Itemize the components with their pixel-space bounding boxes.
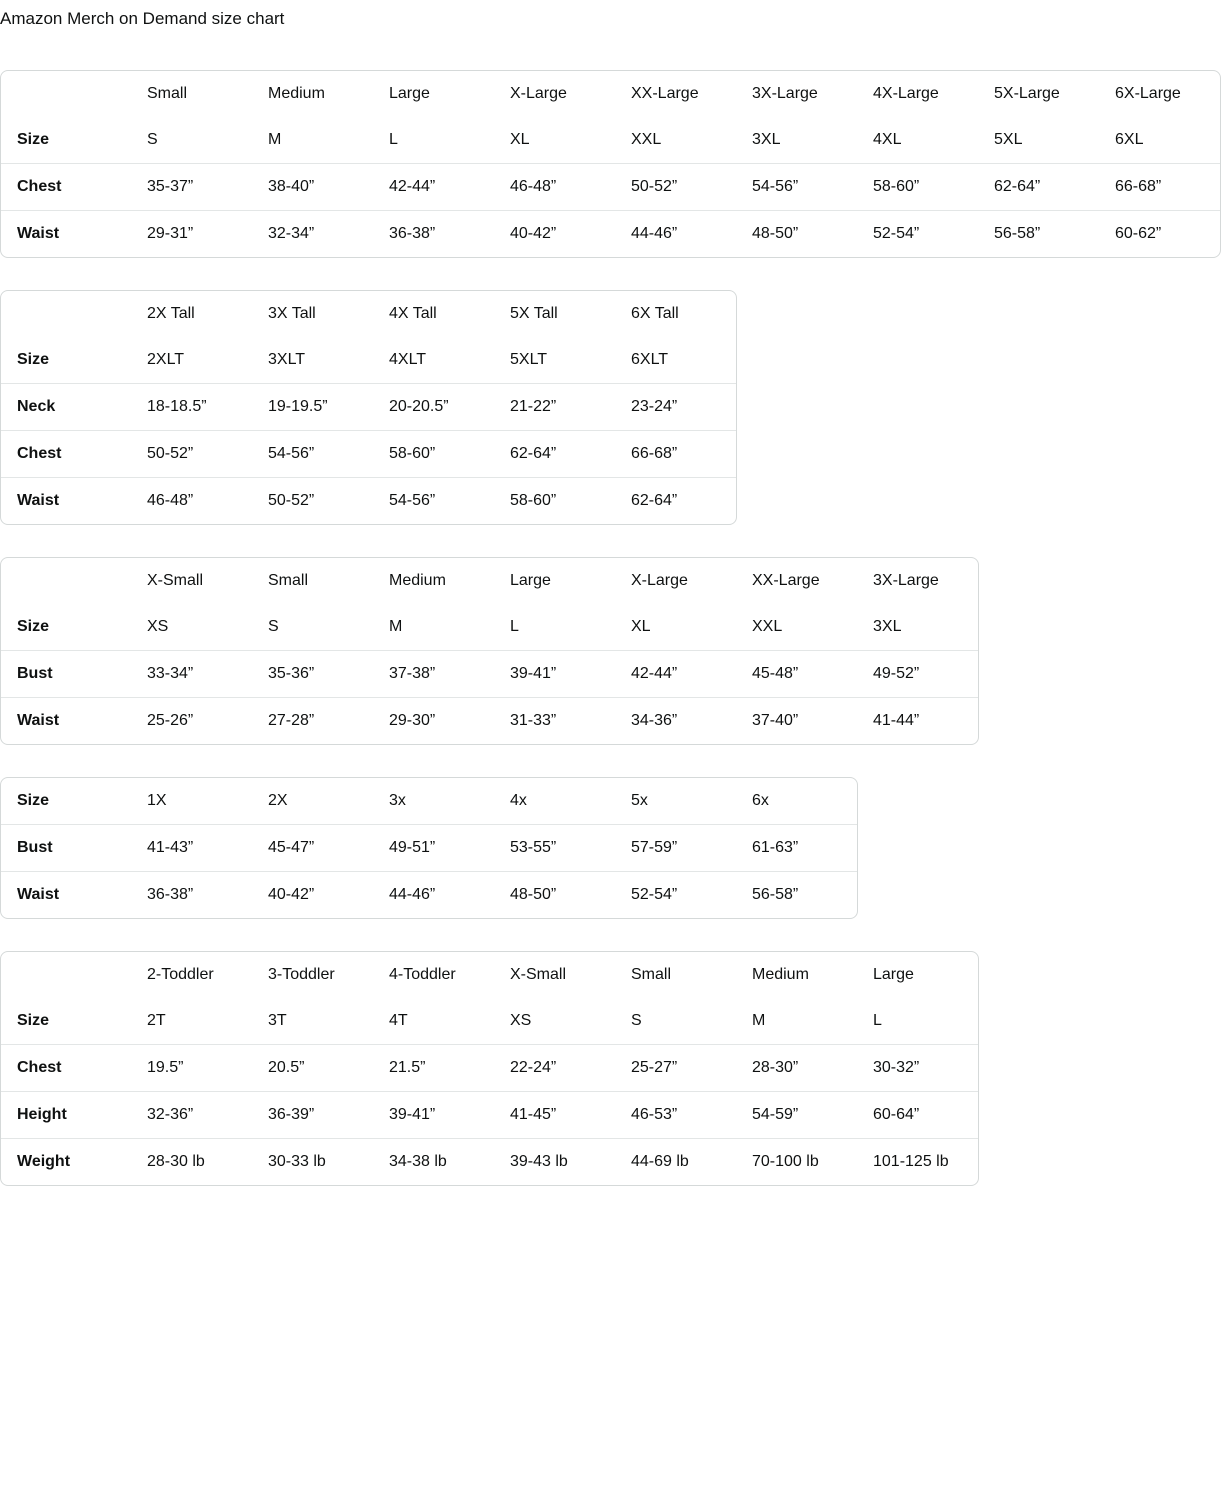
column-header: 2X Tall <box>147 305 195 323</box>
page-title: Amazon Merch on Demand size chart <box>0 9 285 28</box>
column-header: XX-Large <box>631 85 699 103</box>
table-cell: 44-46” <box>389 886 436 904</box>
column-header: Medium <box>389 572 446 590</box>
table-cell: 52-54” <box>873 225 920 243</box>
table-cell: 54-59” <box>736 1092 857 1139</box>
table-row <box>1 117 1220 164</box>
table-cell: M <box>736 998 857 1045</box>
table-row <box>1 164 1220 211</box>
table-cell: XXL <box>736 604 857 651</box>
table-row <box>1 431 736 478</box>
table-cell: 41-43” <box>131 825 252 872</box>
table-cell: 4T <box>373 998 494 1045</box>
size-table-womens-plus <box>0 777 858 919</box>
row-header: Size <box>1 998 131 1045</box>
table-cell: 3XL <box>736 117 857 164</box>
table-cell: XS <box>494 998 615 1045</box>
table-cell: 28-30” <box>736 1045 857 1092</box>
table-cell: 6x <box>736 778 857 825</box>
column-header: 2-Toddler <box>147 966 214 984</box>
table-cell: 34-38 lb <box>389 1153 447 1171</box>
table-header-row <box>1 558 978 604</box>
table-cell: 54-56” <box>736 164 857 211</box>
table-row <box>1 651 978 698</box>
table-cell: 25-26” <box>147 712 194 730</box>
row-header: Size <box>1 604 131 651</box>
table-cell: 42-44” <box>373 164 494 211</box>
table-corner-cell <box>1 952 131 998</box>
table-cell: 4x <box>494 778 615 825</box>
table-cell: 4XL <box>857 117 978 164</box>
table-cell: 53-55” <box>494 825 615 872</box>
table-cell: XS <box>131 604 252 651</box>
column-header: Small <box>631 966 672 984</box>
table-cell: 5x <box>615 778 736 825</box>
row-header: Size <box>1 117 131 164</box>
table-cell: 28-30 lb <box>147 1153 205 1171</box>
column-header: Large <box>510 572 551 590</box>
table-row <box>1 698 978 744</box>
row-header: Waist <box>17 492 60 510</box>
table-cell: 62-64” <box>631 492 678 510</box>
column-header: X-Small <box>147 572 204 590</box>
table-cell: 41-45” <box>494 1092 615 1139</box>
table-cell: 58-60” <box>857 164 978 211</box>
column-header: X-Small <box>510 966 567 984</box>
table-cell: 58-60” <box>510 492 557 510</box>
column-header: Small <box>147 85 188 103</box>
table-cell: 37-38” <box>373 651 494 698</box>
column-header: 6X Tall <box>631 305 679 323</box>
table-cell: 49-52” <box>857 651 978 698</box>
table-cell: 40-42” <box>268 886 315 904</box>
table-row <box>1 998 978 1045</box>
column-header: Large <box>873 966 914 984</box>
table-row <box>1 778 857 825</box>
table-row <box>1 1092 978 1139</box>
table-cell: 30-32” <box>857 1045 978 1092</box>
table-row <box>1 478 736 524</box>
table-cell: 18-18.5” <box>131 384 252 431</box>
table-header-row <box>1 952 978 998</box>
row-header: Height <box>1 1092 131 1139</box>
column-header: 5X Tall <box>510 305 558 323</box>
table-cell: 39-41” <box>494 651 615 698</box>
table-cell: 37-40” <box>752 712 799 730</box>
table-cell: 44-46” <box>631 225 678 243</box>
row-header: Neck <box>1 384 131 431</box>
table-cell: 49-51” <box>373 825 494 872</box>
table-cell: S <box>131 117 252 164</box>
size-table-mens-big-and-tall <box>0 290 737 525</box>
column-header: Medium <box>268 85 325 103</box>
table-cell: 70-100 lb <box>752 1153 819 1171</box>
table-cell: 45-48” <box>736 651 857 698</box>
table-cell: 27-28” <box>268 712 315 730</box>
table-cell: XL <box>615 604 736 651</box>
table-cell: 21.5” <box>373 1045 494 1092</box>
row-header: Waist <box>17 225 60 243</box>
column-header: 3-Toddler <box>268 966 335 984</box>
table-cell: 23-24” <box>615 384 736 431</box>
table-cell: 2T <box>131 998 252 1045</box>
table-row <box>1 1045 978 1092</box>
table-cell: 50-52” <box>615 164 736 211</box>
row-header: Waist <box>17 886 60 904</box>
table-cell: XXL <box>615 117 736 164</box>
column-header: Medium <box>752 966 809 984</box>
table-cell: 34-36” <box>631 712 678 730</box>
table-corner-cell <box>1 558 131 604</box>
table-cell: 25-27” <box>615 1045 736 1092</box>
column-header: 5X-Large <box>994 85 1060 103</box>
table-cell: 22-24” <box>494 1045 615 1092</box>
table-cell: 5XLT <box>494 337 615 384</box>
table-cell: 41-44” <box>873 712 920 730</box>
table-cell: L <box>857 998 978 1045</box>
table-cell: 38-40” <box>252 164 373 211</box>
table-cell: 46-53” <box>615 1092 736 1139</box>
section-womens-plus <box>0 763 1222 919</box>
column-header: 3X-Large <box>752 85 818 103</box>
table-cell: 1X <box>131 778 252 825</box>
column-header: XX-Large <box>752 572 820 590</box>
table-cell: 36-38” <box>147 886 194 904</box>
table-cell: 29-31” <box>147 225 194 243</box>
table-cell: 52-54” <box>631 886 678 904</box>
table-cell: M <box>373 604 494 651</box>
column-header: 6X-Large <box>1115 85 1181 103</box>
table-cell: 5XL <box>978 117 1099 164</box>
column-header: 4X Tall <box>389 305 437 323</box>
table-cell: L <box>494 604 615 651</box>
table-cell: 57-59” <box>615 825 736 872</box>
row-header: Size <box>1 778 131 825</box>
table-cell: 31-33” <box>510 712 557 730</box>
table-cell: 6XLT <box>615 337 736 384</box>
table-cell: 42-44” <box>615 651 736 698</box>
table-cell: 35-37” <box>131 164 252 211</box>
row-header: Chest <box>1 1045 131 1092</box>
table-cell: 44-69 lb <box>631 1153 689 1171</box>
column-header: X-Large <box>631 572 688 590</box>
table-cell: 46-48” <box>147 492 194 510</box>
table-cell: 66-68” <box>615 431 736 478</box>
table-cell: 66-68” <box>1099 164 1220 211</box>
table-cell: L <box>373 117 494 164</box>
table-cell: 36-38” <box>389 225 436 243</box>
table-cell: 46-48” <box>494 164 615 211</box>
table-cell: 50-52” <box>268 492 315 510</box>
table-cell: 61-63” <box>736 825 857 872</box>
table-cell: 56-58” <box>994 225 1041 243</box>
table-cell: 60-64” <box>857 1092 978 1139</box>
table-cell: 20-20.5” <box>373 384 494 431</box>
row-header: Bust <box>1 651 131 698</box>
table-row <box>1 604 978 651</box>
column-header: 3X Tall <box>268 305 316 323</box>
table-cell: S <box>615 998 736 1045</box>
row-header: Weight <box>17 1153 71 1171</box>
section-youth-and-girls <box>0 937 1222 1186</box>
table-cell: 19-19.5” <box>252 384 373 431</box>
table-cell: 40-42” <box>510 225 557 243</box>
column-header: 4X-Large <box>873 85 939 103</box>
size-table-men <box>0 70 1221 258</box>
table-cell: 3T <box>252 998 373 1045</box>
table-row <box>1 1139 978 1185</box>
table-row <box>1 337 736 384</box>
row-header: Size <box>1 337 131 384</box>
section-women <box>0 543 1222 745</box>
table-cell: 62-64” <box>494 431 615 478</box>
table-cell: 56-58” <box>752 886 799 904</box>
table-header-row <box>1 71 1220 117</box>
size-table-women <box>0 557 979 745</box>
table-cell: 29-30” <box>389 712 436 730</box>
row-header: Chest <box>1 431 131 478</box>
column-header: 4-Toddler <box>389 966 456 984</box>
table-corner-cell <box>1 71 131 117</box>
table-cell: S <box>252 604 373 651</box>
sections-container <box>0 56 1222 1186</box>
table-cell: 3x <box>373 778 494 825</box>
table-cell: 3XL <box>857 604 978 651</box>
table-row <box>1 384 736 431</box>
table-cell: 58-60” <box>373 431 494 478</box>
table-cell: 101-125 lb <box>873 1153 949 1171</box>
table-cell: 4XLT <box>373 337 494 384</box>
table-cell: 62-64” <box>978 164 1099 211</box>
table-cell: M <box>252 117 373 164</box>
table-row <box>1 872 857 918</box>
row-header: Waist <box>17 712 60 730</box>
row-header: Chest <box>1 164 131 211</box>
table-cell: 21-22” <box>494 384 615 431</box>
table-cell: 48-50” <box>752 225 799 243</box>
table-row <box>1 211 1220 257</box>
table-corner-cell <box>1 291 131 337</box>
table-cell: 30-33 lb <box>268 1153 326 1171</box>
column-header: X-Large <box>510 85 567 103</box>
table-cell: 2X <box>252 778 373 825</box>
size-table-youth-and-girls <box>0 951 979 1186</box>
column-header: Large <box>389 85 430 103</box>
table-cell: XL <box>494 117 615 164</box>
table-cell: 54-56” <box>252 431 373 478</box>
table-cell: 32-34” <box>268 225 315 243</box>
column-header: 3X-Large <box>873 572 939 590</box>
table-cell: 50-52” <box>131 431 252 478</box>
table-cell: 48-50” <box>510 886 557 904</box>
section-men <box>0 56 1222 258</box>
column-header: Small <box>268 572 309 590</box>
section-mens-big-and-tall <box>0 276 1222 525</box>
table-cell: 45-47” <box>252 825 373 872</box>
table-cell: 6XL <box>1099 117 1220 164</box>
table-cell: 32-36” <box>131 1092 252 1139</box>
table-cell: 60-62” <box>1115 225 1162 243</box>
table-cell: 33-34” <box>131 651 252 698</box>
table-cell: 39-43 lb <box>510 1153 568 1171</box>
table-cell: 3XLT <box>252 337 373 384</box>
table-cell: 2XLT <box>131 337 252 384</box>
table-cell: 20.5” <box>252 1045 373 1092</box>
table-header-row <box>1 291 736 337</box>
table-cell: 54-56” <box>389 492 436 510</box>
table-row <box>1 825 857 872</box>
table-cell: 35-36” <box>252 651 373 698</box>
table-cell: 19.5” <box>131 1045 252 1092</box>
table-cell: 39-41” <box>373 1092 494 1139</box>
row-header: Bust <box>1 825 131 872</box>
table-cell: 36-39” <box>252 1092 373 1139</box>
